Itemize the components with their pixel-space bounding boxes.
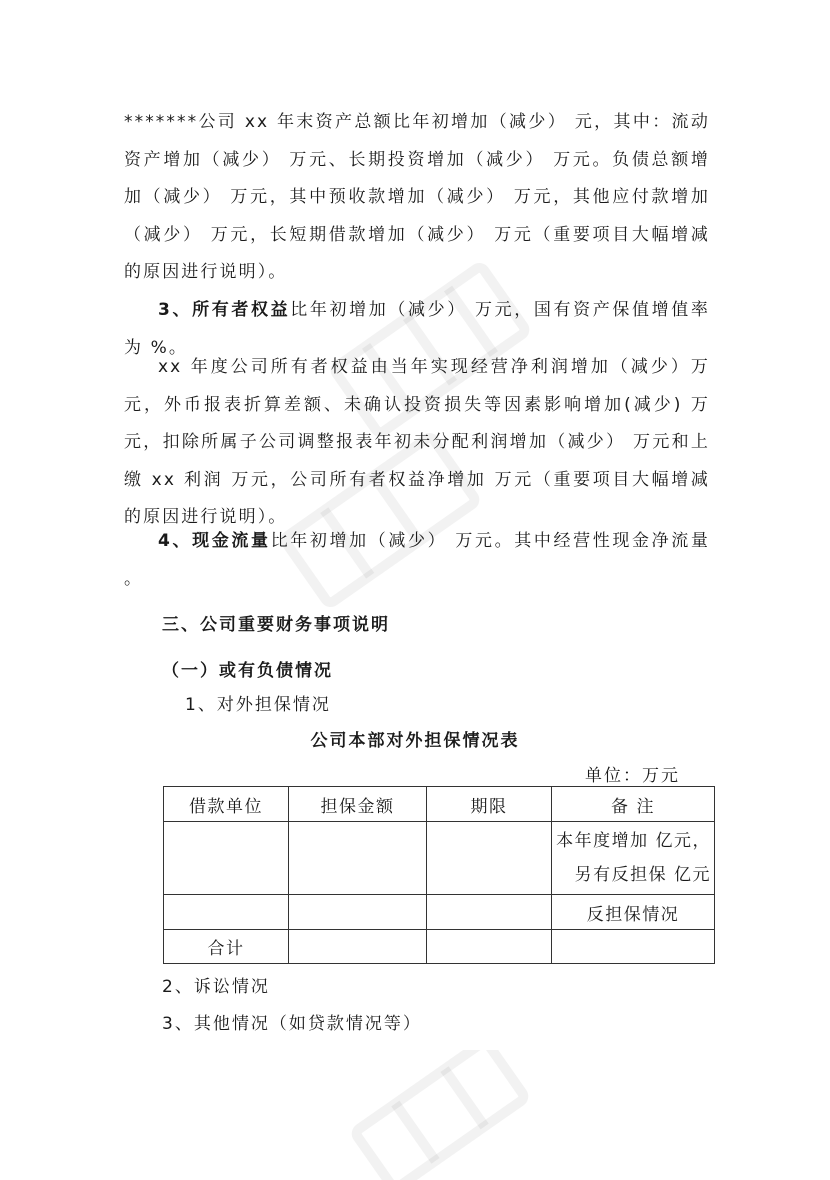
subsection-title: （一）或有负债情况 <box>162 661 333 681</box>
guarantee-table <box>163 786 715 964</box>
remarks-cell <box>552 822 715 895</box>
table-cell <box>552 930 715 964</box>
owners-equity-label: 3、所有者权益 <box>158 300 291 320</box>
table-cell <box>289 895 427 930</box>
header-remarks: 备 注 <box>552 787 715 822</box>
paragraph-assets-liabilities: *******公司 xx 年末资产总额比年初增加（减少） 元，其中：流动资产增加（减少） 万元、长期投资增加（减少） 万元。负债总额增加（减少） 万元，其中预收款增加（减少） 万元，其他应付款增加（减少） 万元，长短期借款增加（减少） 万元（重要项目大幅增减的原因进行说明）。 <box>124 112 710 283</box>
table-cell <box>289 822 427 895</box>
table-row <box>164 895 715 930</box>
item-litigation: 2、诉讼情况 <box>162 977 270 997</box>
section-title: 三、公司重要财务事项说明 <box>162 615 390 635</box>
table-title: 公司本部对外担保情况表 <box>310 731 520 751</box>
header-borrower: 借款单位 <box>164 787 289 822</box>
paragraph-equity-details: xx 年度公司所有者权益由当年实现经营净利润增加（减少）万元，外币报表折算差额、未确认投资损失等因素影响增加(减少) 万元，扣除所属子公司调整报表年初未分配利润增加（减少） 万元和上缴 xx 利润 万元，公司所有者权益净增加 万元（重要项目大幅增减的原因进行说明）。 <box>124 357 710 528</box>
table-row <box>164 822 715 895</box>
cash-flow-text: 比年初增加（减少） 万元。其中经营性现金净流量 。 <box>124 531 711 589</box>
remarks-line-counter-guarantee: 另有反担保 亿元 <box>574 865 711 885</box>
table-cell <box>289 930 427 964</box>
table-cell <box>427 822 552 895</box>
table-header-row <box>164 787 715 822</box>
header-term: 期限 <box>427 787 552 822</box>
item-external-guarantee: 1、对外担保情况 <box>185 695 331 715</box>
owners-equity-text: 比年初增加（减少） 万元，国有资产保值增值率为 %。 <box>124 300 710 358</box>
table-cell <box>427 930 552 964</box>
table-cell <box>164 822 289 895</box>
table-cell <box>427 895 552 930</box>
watermark-icon <box>330 1050 550 1180</box>
total-label: 合计 <box>164 930 289 964</box>
remarks-line-increase: 本年度增加 亿元， <box>556 831 711 851</box>
item-other: 3、其他情况（如贷款情况等） <box>162 1014 422 1034</box>
cash-flow-label: 4、现金流量 <box>158 531 271 551</box>
paragraph-cash-flow <box>124 523 710 598</box>
table-total-row <box>164 930 715 964</box>
table-cell <box>164 895 289 930</box>
remarks-counter-guarantee-status: 反担保情况 <box>552 895 715 930</box>
header-amount: 担保金额 <box>289 787 427 822</box>
table-unit: 单位：万元 <box>585 766 680 786</box>
